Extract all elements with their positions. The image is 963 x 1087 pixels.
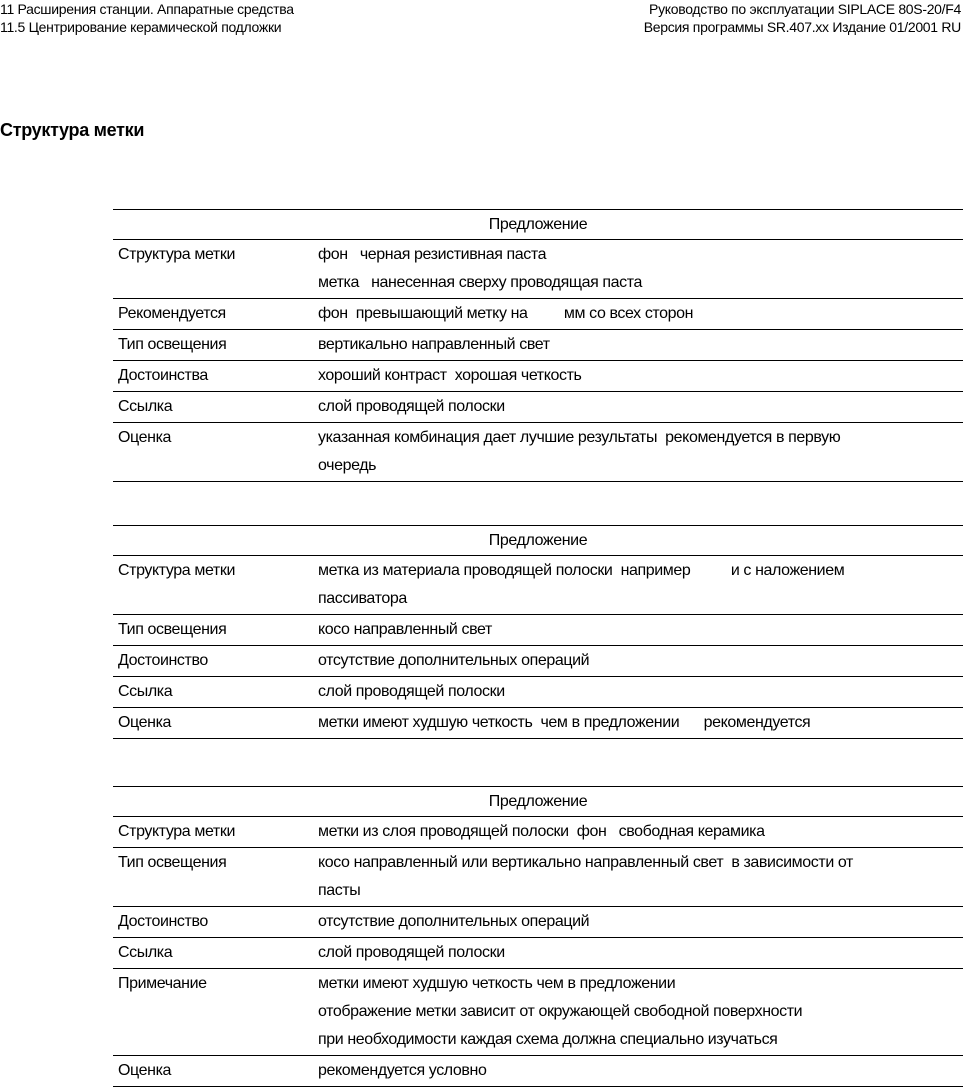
value-line: метки из слоя проводящей полоски фон свободная керамика bbox=[318, 823, 765, 840]
table-row bbox=[113, 708, 963, 739]
value-line: слой проводящей полоски bbox=[318, 683, 505, 700]
row-value bbox=[318, 423, 963, 482]
row-label: Рекомендуется bbox=[113, 299, 318, 330]
row-label: Тип освещения bbox=[113, 615, 318, 646]
table-row bbox=[113, 240, 963, 299]
row-value bbox=[318, 969, 963, 1056]
value-line: отсутствие дополнительных операций bbox=[318, 652, 590, 669]
row-label: Оценка bbox=[113, 423, 318, 482]
row-value bbox=[318, 907, 963, 938]
row-label: Ссылка bbox=[113, 392, 318, 423]
version-info: Версия программы SR.407.xx Издание 01/2001 RU bbox=[643, 19, 961, 35]
row-label: Оценка bbox=[113, 708, 318, 739]
row-label: Достоинство bbox=[113, 907, 318, 938]
row-value bbox=[318, 299, 963, 330]
proposal-table-1 bbox=[113, 209, 963, 482]
value-line: рекомендуется условно bbox=[318, 1062, 487, 1079]
table-heading: Предложение bbox=[113, 210, 963, 240]
row-value bbox=[318, 556, 963, 615]
row-label: Структура метки bbox=[113, 817, 318, 848]
table-row bbox=[113, 938, 963, 969]
row-value bbox=[318, 817, 963, 848]
page-title: Структура метки bbox=[0, 120, 145, 140]
value-line: отображение метки зависит от окружающей свободной поверхности bbox=[318, 1003, 803, 1020]
value-line: при необходимости каждая схема должна специально изучаться bbox=[318, 1031, 778, 1048]
row-label: Ссылка bbox=[113, 677, 318, 708]
value-line: фон превышающий метку на мм со всех сторон bbox=[318, 305, 694, 322]
value-line: слой проводящей полоски bbox=[318, 944, 505, 961]
proposal-table-2 bbox=[113, 525, 963, 739]
row-value bbox=[318, 677, 963, 708]
table-row bbox=[113, 907, 963, 938]
table-row bbox=[113, 361, 963, 392]
row-value bbox=[318, 361, 963, 392]
table-row bbox=[113, 299, 963, 330]
value-line: косо направленный или вертикально направленный свет в зависимости от bbox=[318, 854, 853, 871]
row-label: Структура метки bbox=[113, 240, 318, 299]
table-row bbox=[113, 330, 963, 361]
row-label: Достоинства bbox=[113, 361, 318, 392]
row-value bbox=[318, 392, 963, 423]
value-line: метки имеют худшую четкость чем в предложении bbox=[318, 975, 676, 992]
row-label: Ссылка bbox=[113, 938, 318, 969]
value-line: метка нанесенная сверху проводящая паста bbox=[318, 274, 643, 291]
value-line: слой проводящей полоски bbox=[318, 398, 505, 415]
value-line: вертикально направленный свет bbox=[318, 336, 550, 353]
table-row bbox=[113, 848, 963, 907]
row-label: Примечание bbox=[113, 969, 318, 1056]
value-line: хороший контраст хорошая четкость bbox=[318, 367, 582, 384]
value-line: указанная комбинация дает лучшие результаты рекомендуется в первую bbox=[318, 429, 841, 446]
row-label: Структура метки bbox=[113, 556, 318, 615]
row-value bbox=[318, 848, 963, 907]
section-title: 11.5 Центрирование керамической подложки bbox=[0, 19, 282, 35]
value-line: пассиватора bbox=[318, 590, 407, 607]
table-heading: Предложение bbox=[113, 526, 963, 556]
row-value bbox=[318, 708, 963, 739]
manual-title: Руководство по эксплуатации SIPLACE 80S-20/F4 bbox=[649, 1, 961, 17]
row-value bbox=[318, 646, 963, 677]
table-row bbox=[113, 392, 963, 423]
page-header-left bbox=[0, 0, 294, 36]
table-row bbox=[113, 556, 963, 615]
value-line: фон черная резистивная паста bbox=[318, 246, 547, 263]
page-header-right bbox=[644, 0, 961, 36]
value-line: косо направленный свет bbox=[318, 621, 492, 638]
row-label: Тип освещения bbox=[113, 848, 318, 907]
table-row bbox=[113, 646, 963, 677]
chapter-title: 11 Расширения станции. Аппаратные средства bbox=[0, 1, 294, 17]
table-row bbox=[113, 615, 963, 646]
row-label: Оценка bbox=[113, 1056, 318, 1087]
row-value bbox=[318, 240, 963, 299]
row-value bbox=[318, 615, 963, 646]
table-heading: Предложение bbox=[113, 787, 963, 817]
value-line: отсутствие дополнительных операций bbox=[318, 913, 590, 930]
table-row bbox=[113, 969, 963, 1056]
row-value bbox=[318, 330, 963, 361]
value-line: метка из материала проводящей полоски например и с наложением bbox=[318, 562, 845, 579]
row-label: Тип освещения bbox=[113, 330, 318, 361]
row-label: Достоинство bbox=[113, 646, 318, 677]
proposal-table-3 bbox=[113, 786, 963, 1087]
table-row bbox=[113, 423, 963, 482]
value-line: очередь bbox=[318, 457, 377, 474]
table-row bbox=[113, 817, 963, 848]
table-row bbox=[113, 677, 963, 708]
row-value bbox=[318, 938, 963, 969]
value-line: пасты bbox=[318, 882, 361, 899]
value-line: метки имеют худшую четкость чем в предложении рекомендуется bbox=[318, 714, 811, 731]
